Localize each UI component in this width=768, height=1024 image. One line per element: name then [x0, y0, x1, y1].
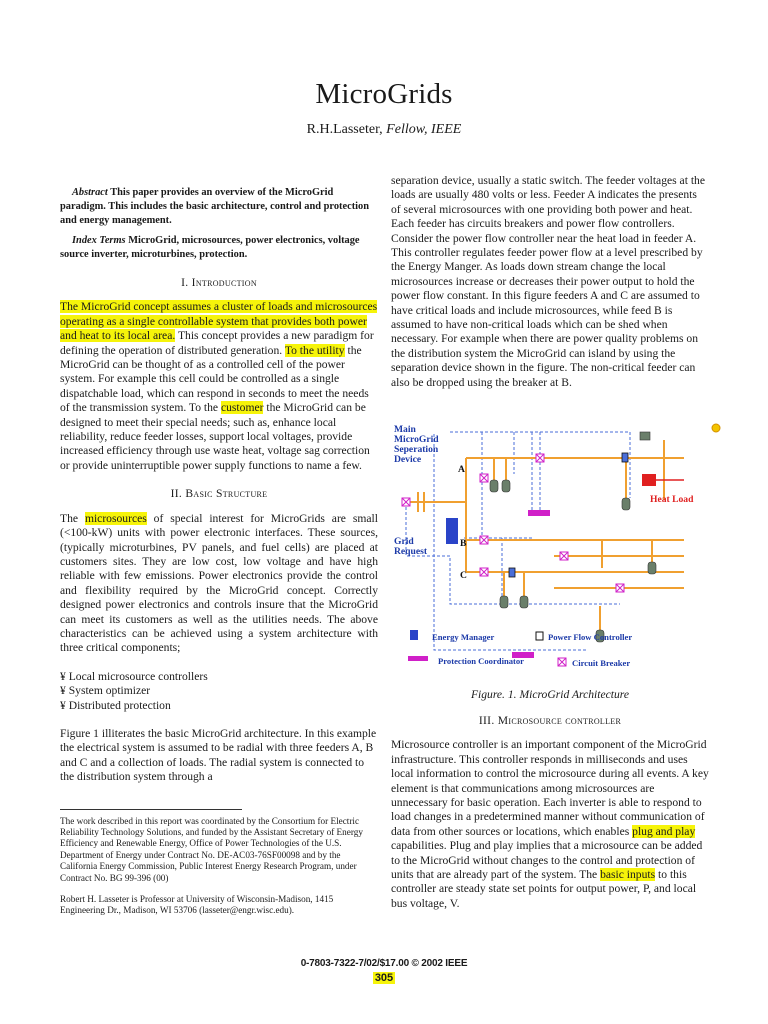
figure-legend [408, 630, 632, 668]
microturbine-icon [502, 480, 510, 492]
list-item: ¥ Local microsource controllers [60, 669, 208, 683]
body-text: the MicroGrid can be designed to meet their special needs; such as, enhance local reliability, reduce feeder losses, support local voltages, provide increased efficiency through use waste heat, voltage sag correction or provide uninterruptible power supply functions to name a few. [60, 401, 370, 472]
author-role: Fellow, IEEE [386, 122, 462, 137]
main-separation-label: Seperation [394, 444, 439, 455]
microturbine-icon [622, 498, 630, 510]
protection-coordinator-legend-label: Protection Coordinator [438, 656, 525, 666]
circuit-breaker-icon [402, 498, 410, 506]
power-flow-controller-legend-label: Power Flow Controller [548, 632, 633, 642]
grid-request-label: Request [394, 546, 428, 557]
energy-manager-block [446, 518, 458, 544]
power-flow-controller-icon [509, 568, 515, 577]
index-terms [60, 234, 378, 262]
body-text: Microsource controller is an important component of the MicroGrid infrastructure. This controller responds in milliseconds and uses local information to control the microsource during all events. A key element is that communications among microsources are unnecessary for basic operation. Each inverter is able to respond to load changes in a predetermined manner without communication of data from other sources or locations, which enables [391, 738, 709, 838]
circuit-breaker-icon [536, 454, 544, 462]
highlight-text: To the utility [284, 343, 345, 357]
power-flow-controller-legend-swatch [536, 632, 543, 640]
body-text: of special interest for MicroGrids are small (<100-kW) units with power electronic interfaces. These sources, (typically microturbines, PV panels, and fuel cells) are placed at customers sites. They are low cost, low voltage and have high reliable with few emissions. Power electronics provide the control and flexibility required by the MicroGrid concept. Correctly designed power electronics and controls insure that the MicroGrid can meet its customers as well as the utilities needs. The above characteristics can be achieved using a system architecture with three critical components; [60, 511, 378, 655]
main-separation-label: MicroGrid [394, 434, 439, 445]
section-heading-introduction [60, 276, 378, 290]
body-text: the MicroGrid can be thought of as a controlled cell of the power system. For example this cell could be controlled as a single dispatchable load, which can respond in seconds to meet the needs of the transmission system. To the [60, 343, 369, 415]
footnote-funding: The work described in this report was coordinated by the Consortium for Electric Reliability Technology Solutions, and funded by the Assistant Secretary of Energy Efficiency and Renewable Energy, Office of Power Technologies of the U.S. Department of Energy under Contract No. DE-AC03-76SF00098 and by the California Energy Commission, Public Interest Energy Research Program, under Contract No. BG 99-396 (00) [60, 815, 363, 883]
main-separation-label: Main [394, 424, 416, 435]
protection-coordinators [512, 510, 550, 658]
circuit-breaker-icon [480, 536, 488, 544]
pv-panel-icon [640, 432, 650, 440]
microsource-controller-paragraph [391, 738, 709, 911]
abstract [60, 186, 378, 228]
energy-manager-legend-label: Energy Manager [432, 632, 495, 642]
circuit-breaker-legend-swatch [558, 658, 566, 666]
abstract-text: This paper provides an overview of the MicroGrid paradigm. This includes the basic architecture, control and protection and energy management. [60, 187, 370, 226]
author-name: R.H.Lasseter, [306, 122, 383, 137]
circuit-breaker-icon [480, 568, 488, 576]
body-text: to this controller are steady state set points for output power, P, and local bus voltage, V. [391, 868, 697, 910]
section-title: Basic Structure [185, 487, 268, 501]
energy-manager-legend-swatch [410, 630, 418, 640]
section-number: III. [478, 714, 495, 727]
highlight-text: microsources [84, 511, 147, 525]
feeder-paragraph: separation device, usually a static switch. The feeder voltages at the loads are usually 480 volts or less. Feeder A indicates the presents of several microsources with one providing both power and heat. Each feeder has circuits breakers and power flow controllers. Consider the power flow controller near the heat load in feeder A. This controller regulates feeder power flow at a level prescribed by the Energy Manger. As loads down stream change the local microsources increase or decreases their power output to hold the power flow constant. In this figure feeders A and C are assumed to have critical loads and include microsources, while feed B is assumed to have non-critical loads which can be shed when necessary. For example when there are power quality problems on the distribution system the MicroGrid can island by using the separation device shown in the figure. The non-critical feeder can also be dropped using the breaker at B. [391, 174, 705, 389]
microturbine-icon [500, 596, 508, 608]
circuit-breaker-legend-label: Circuit Breaker [572, 658, 631, 668]
main-separation-label: Device [394, 454, 422, 465]
left-column [60, 186, 378, 927]
author-line [0, 122, 768, 138]
feeder-c-label: C [460, 570, 467, 581]
section-title: Introduction [191, 276, 257, 289]
footnote-author: Robert H. Lasseter is Professor at University of Wisconsin-Madison, 1415 Engineering Dr., Madison, WI 53706 (lasseter@engr.wisc.edu). [60, 894, 334, 916]
body-text: This concept provides a new paradigm for defining the operation of distributed generation. [60, 329, 374, 357]
abstract-label: Abstract [72, 187, 108, 198]
footnote-divider [60, 809, 242, 810]
feeder-a-label: A [458, 464, 465, 475]
grid-request-label: Grid [394, 536, 414, 547]
section-heading-basic-structure [60, 487, 378, 501]
highlight-text: plug and play [632, 824, 696, 838]
protection-coordinator-bar [528, 510, 550, 516]
basic-structure-paragraph [60, 512, 378, 656]
section-title: Microsource controller [497, 714, 622, 727]
highlight-text: basic inputs [600, 868, 656, 882]
right-column-bottom [391, 714, 709, 911]
index-terms-label: Index Terms [72, 235, 126, 246]
page-number: 305 [374, 972, 394, 984]
circuit-breaker-icon [480, 474, 488, 482]
highlight-text: The MicroGrid concept assumes a cluster of loads and microsources operating as a single controllable system that provides both power and heat to its local area. [60, 300, 378, 343]
copyright-code: 0-7803-7322-7/02/$17.00 © 2002 IEEE [300, 958, 468, 969]
feeder-b-label: B [460, 538, 467, 549]
circuit-breaker-icon [560, 552, 568, 560]
section-number: I. [181, 276, 189, 289]
figure-description-paragraph: Figure 1 illiterates the basic MicroGrid architecture. In this example the electrical system is assumed to be radial with three feeders A, B and C and a collection of loads. The radial system is connected to the distribution system through a [60, 726, 377, 784]
microturbine-icon [490, 480, 498, 492]
sun-icon [712, 424, 720, 432]
circuit-breaker-icon [616, 584, 624, 592]
paper-title: MicroGrids [315, 78, 453, 110]
right-column-top [391, 174, 709, 390]
body-text: capabilities. Plug and play implies that a microsource can be added to the MicroGrid without changes to the control and protection of units that are already part of the system. The [391, 839, 703, 882]
microsources [490, 432, 656, 642]
protection-coordinator-legend-swatch [408, 656, 428, 661]
index-terms-text: MicroGrid, microsources, power electronics, voltage source inverter, microturbines, protection. [60, 235, 360, 260]
heat-load-label: Heat Load [650, 494, 694, 505]
introduction-paragraph [60, 300, 378, 473]
list-item: ¥ Distributed protection [60, 698, 171, 712]
components-list [60, 670, 378, 713]
section-heading-microsource-controller [391, 714, 709, 728]
figure-caption: Figure. 1. MicroGrid Architecture [470, 688, 630, 701]
microturbine-icon [520, 596, 528, 608]
power-flow-controller-icon [622, 453, 628, 462]
sun-icon [712, 424, 720, 432]
highlight-text: customer [220, 401, 264, 415]
body-text: The [60, 511, 85, 525]
list-item: ¥ System optimizer [60, 684, 151, 698]
section-number: II. [170, 487, 183, 501]
microturbine-icon [648, 562, 656, 574]
microgrid-architecture-figure [394, 420, 726, 682]
